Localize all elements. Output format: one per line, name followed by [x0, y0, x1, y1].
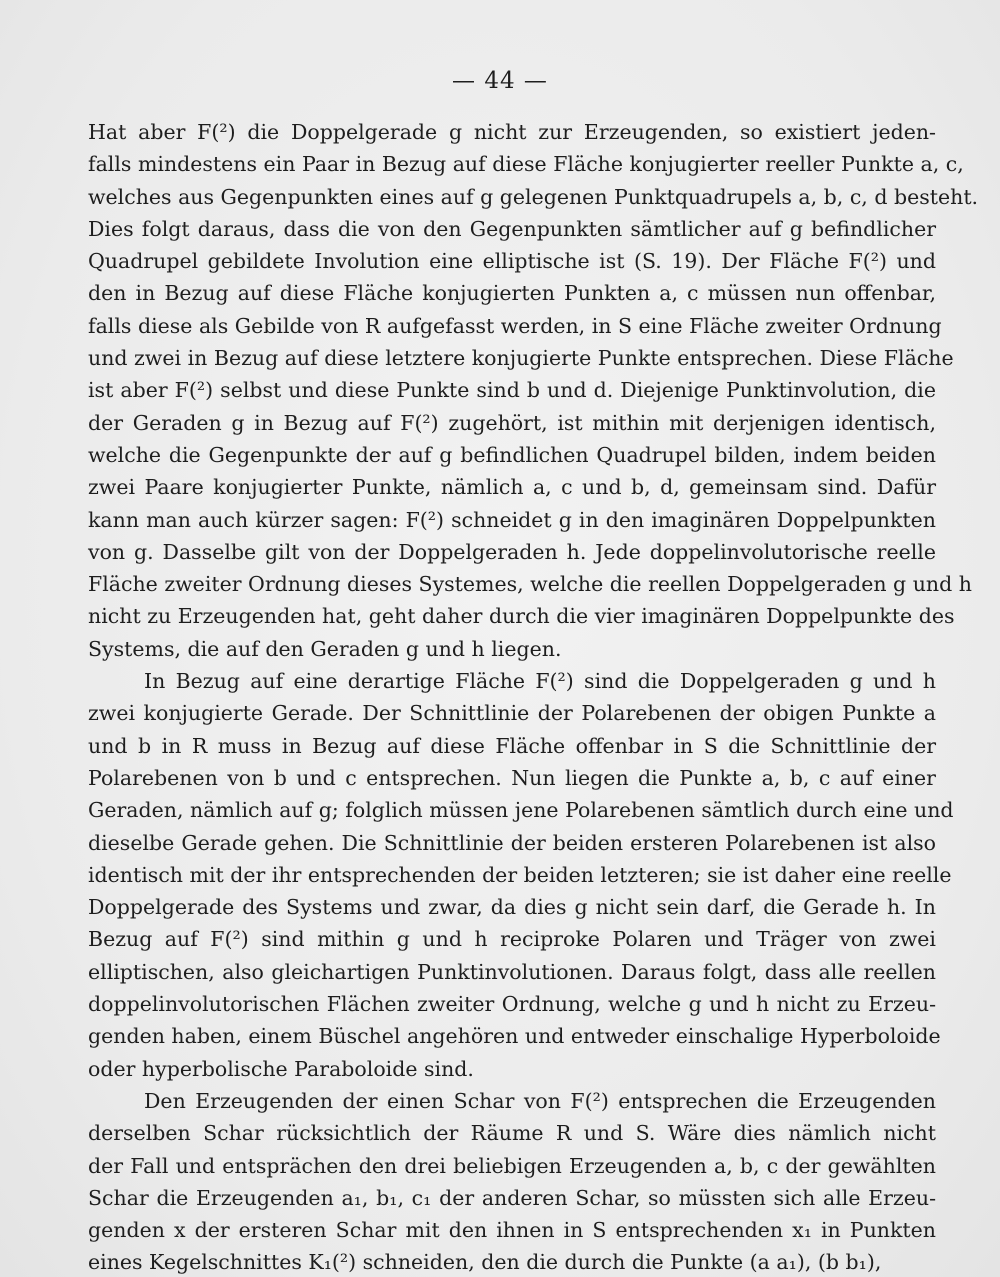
text-line: und zwei in Bezug auf diese letztere konjugierte Punkte entsprechen. Diese Fläche [88, 346, 954, 371]
text-line: Dies folgt daraus, dass die von den Gegenpunkten sämtlicher auf g befindlicher [88, 216, 936, 241]
text-line: Quadrupel gebildete Involution eine elliptische ist (S. 19). Der Fläche F(²) und [88, 249, 936, 274]
text-line: welches aus Gegenpunkten eines auf g gelegenen Punktquadrupels a, b, c, d besteht. [88, 184, 979, 209]
text-line: Doppelgerade des Systems und zwar, da dies g nicht sein darf, die Gerade h. In [88, 895, 936, 920]
text-line: der Fall und entsprächen den drei beliebigen Erzeugenden a, b, c der gewählten [88, 1153, 936, 1178]
text-line: Den Erzeugenden der einen Schar von F(²) entsprechen die Erzeugenden [144, 1088, 936, 1113]
text-line: nicht zu Erzeugenden hat, geht daher durch die vier imaginären Doppelpunkte des [88, 604, 955, 629]
text-line: oder hyperbolische Paraboloide sind. [88, 1056, 474, 1081]
text-line: Schar die Erzeugenden a₁, b₁, c₁ der anderen Schar, so müssten sich alle Erzeu- [88, 1185, 936, 1210]
text-line: ist aber F(²) selbst und diese Punkte sind b und d. Diejenige Punktinvolution, die [88, 378, 936, 403]
page-number: — 44 — [452, 68, 548, 94]
text-line: Polarebenen von b und c entsprechen. Nun liegen die Punkte a, b, c auf einer [88, 765, 936, 790]
text-line: welche die Gegenpunkte der auf g befindlichen Quadrupel bilden, indem beiden [88, 442, 936, 467]
text-line: Bezug auf F(²) sind mithin g und h reciproke Polaren und Träger von zwei [88, 927, 936, 952]
text-line: Geraden, nämlich auf g; folglich müssen jene Polarebenen sämtlich durch eine und [88, 798, 954, 823]
text-line: Systems, die auf den Geraden g und h liegen. [88, 636, 562, 661]
text-line: zwei konjugierte Gerade. Der Schnittlinie der Polarebenen der obigen Punkte a [88, 701, 936, 726]
text-line: elliptischen, also gleichartigen Punktinvolutionen. Daraus folgt, dass alle reellen [88, 959, 936, 984]
text-line: genden haben, einem Büschel angehören und entweder einschalige Hyperboloide [88, 1024, 941, 1049]
text-line: doppelinvolutorischen Flächen zweiter Ordnung, welche g und h nicht zu Erzeu- [88, 992, 936, 1017]
text-line: den in Bezug auf diese Fläche konjugierten Punkten a, c müssen nun offenbar, [88, 281, 936, 306]
text-line: genden x der ersteren Schar mit den ihnen in S entsprechenden x₁ in Punkten [88, 1218, 936, 1243]
text-line: eines Kegelschnittes K₁(²) schneiden, den die durch die Punkte (a a₁), (b b₁), [88, 1250, 882, 1275]
text-line: falls mindestens ein Paar in Bezug auf diese Fläche konjugierter reeller Punkte a, c, [88, 152, 964, 177]
text-line: Fläche zweiter Ordnung dieses Systemes, welche die reellen Doppelgeraden g und h [88, 572, 972, 597]
text-line: falls diese als Gebilde von R aufgefasst werden, in S eine Fläche zweiter Ordnung [88, 313, 942, 338]
text-line: kann man auch kürzer sagen: F(²) schneidet g in den imaginären Doppelpunkten [88, 507, 936, 532]
text-line: derselben Schar rücksichtlich der Räume R und S. Wäre dies nämlich nicht [88, 1121, 936, 1146]
text-line: von g. Dasselbe gilt von der Doppelgeraden h. Jede doppelinvolutorische reelle [88, 539, 936, 564]
text-line: Hat aber F(²) die Doppelgerade g nicht zur Erzeugenden, so existiert jeden- [88, 120, 936, 144]
body-text [88, 116, 979, 1277]
text-line: der Geraden g in Bezug auf F(²) zugehört, ist mithin mit derjenigen identisch, [88, 410, 936, 435]
text-line: und b in R muss in Bezug auf diese Fläche offenbar in S die Schnittlinie der [88, 733, 936, 758]
text-line: identisch mit der ihr entsprechenden der beiden letzteren; sie ist daher eine reelle [88, 862, 952, 887]
text-line: In Bezug auf eine derartige Fläche F(²) sind die Doppelgeraden g und h [144, 669, 936, 694]
text-line: zwei Paare konjugierter Punkte, nämlich a, c und b, d, gemeinsam sind. Dafür [88, 475, 936, 500]
text-line: dieselbe Gerade gehen. Die Schnittlinie der beiden ersteren Polarebenen ist also [88, 830, 936, 855]
